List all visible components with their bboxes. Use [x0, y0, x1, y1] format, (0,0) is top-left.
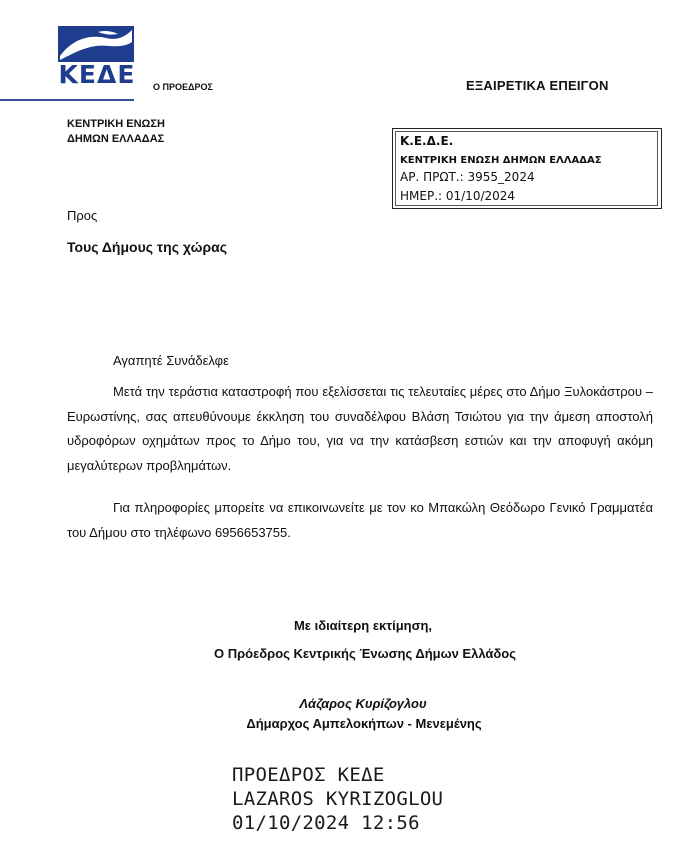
stamp-organization: ΚΕΝΤΡΙΚΗ ΕΝΩΣΗ ΔΗΜΩΝ ΕΛΛΑΔΑΣ: [400, 155, 602, 166]
closing-regards: Με ιδιαίτερη εκτίμηση,: [293, 618, 433, 633]
closing-role: Ο Πρόεδρος Κεντρικής Ένωσης Δήμων Ελλάδος: [214, 646, 516, 661]
urgency-label: ΕΞΑΙΡΕΤΙΚΑ ΕΠΕΙΓΟΝ: [466, 78, 609, 93]
signer-name: Λάζαρος Κυρίζογλου: [299, 696, 427, 711]
stamp-protocol-number: ΑΡ. ΠΡΩΤ.: 3955_2024: [400, 170, 535, 184]
stamp-title: Κ.Ε.Δ.Ε.: [400, 134, 454, 148]
body-paragraph-1: Μετά την τεράστια καταστροφή που εξελίσσεται τις τελευταίες μέρες στο Δήμο Ξυλοκάστρου – Ευρωστίνης, σας απευθύνουμε έκκληση του συναδέλφου Βλάση Τσιώτου για την άμεση αποστολή υδροφόρων οχημάτων προς το Δήμο του, για να την κατάσβεση εστιών και την αποφυγή ακόμη μεγαλύτερων προβλημάτων.: [67, 384, 653, 473]
president-label: Ο ΠΡΟΕΔΡΟΣ: [153, 82, 213, 92]
digital-signature-role: ΠΡΟΕΔΡΟΣ ΚΕΔΕ: [232, 764, 385, 786]
header-divider: [0, 99, 134, 101]
digital-signature-datetime: 01/10/2024 12:56: [232, 812, 420, 834]
organization-name-line2: ΔΗΜΩΝ ΕΛΛΑΔΑΣ: [67, 133, 165, 145]
greeting: Αγαπητέ Συνάδελφε: [113, 353, 229, 368]
logo-wordmark: ΚΕΔΕ: [58, 60, 136, 89]
stamp-date: ΗΜΕΡ.: 01/10/2024: [400, 189, 516, 203]
digital-signature-name: LAZAROS KYRIZOGLOU: [232, 788, 444, 810]
to-label: Προς: [67, 208, 98, 223]
organization-name-line1: ΚΕΝΤΡΙΚΗ ΕΝΩΣΗ: [67, 118, 165, 130]
body-paragraph-2: Για πληροφορίες μπορείτε να επικοινωνείτε με τον κο Μπακώλη Θεόδωρο Γενικό Γραμματέα του Δήμου στο τηλέφωνο 6956653755.: [67, 500, 653, 540]
signer-title: Δήμαρχος Αμπελοκήπων - Μενεμένης: [246, 716, 482, 731]
recipient: Τους Δήμους της χώρας: [67, 239, 228, 255]
